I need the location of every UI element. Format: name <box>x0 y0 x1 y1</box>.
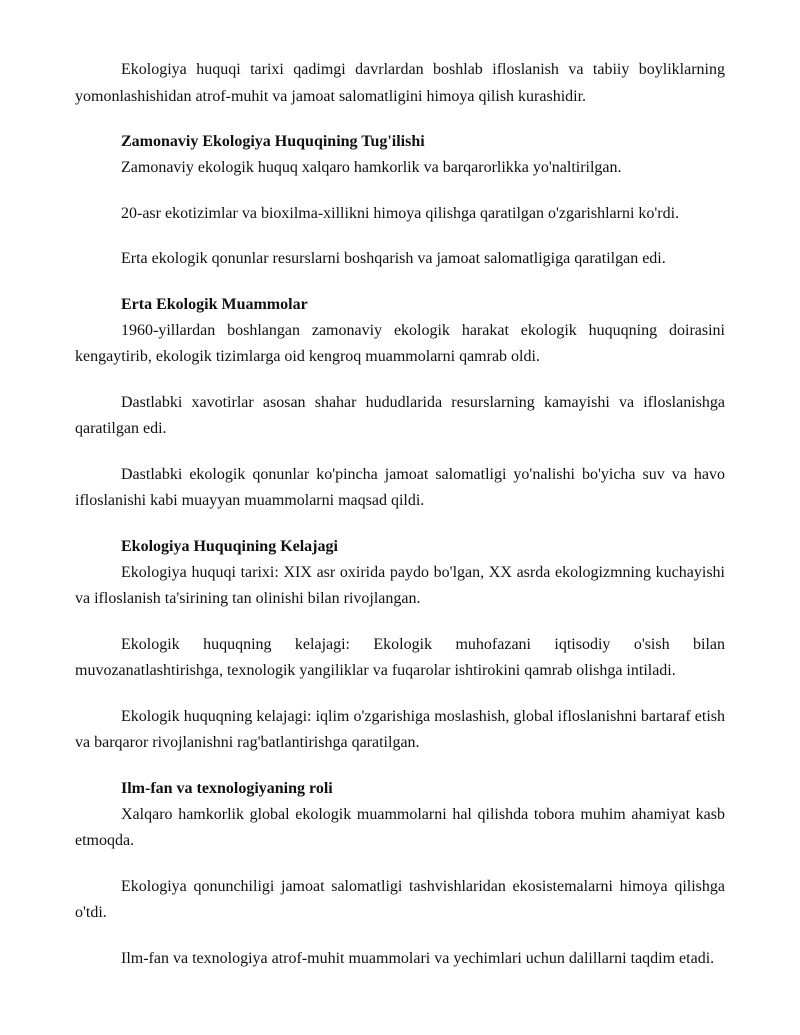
section-heading: Erta Ekologik Muammolar <box>121 295 308 313</box>
paragraph: Xalqaro hamkorlik global ekologik muammolarni hal qilishda tobora muhim ahamiyat kasb etmoqda. <box>75 805 725 849</box>
paragraph: Zamonaviy ekologik huquq xalqaro hamkorlik va barqarorlikka yo'naltirilgan. <box>121 159 622 176</box>
paragraph: Ekologik huquqning kelajagi: Ekologik muhofazani iqtisodiy o'sish bilan muvozanatlashtirishga, texnologik yangiliklar va fuqarolar ishtirokini qamrab olishga intiladi. <box>75 635 725 679</box>
paragraph: 20-asr ekotizimlar va bioxilma-xillikni himoya qilishga qaratilgan o'zgarishlarni ko'rdi. <box>121 204 680 222</box>
intro-paragraph: Ekologiya huquqi tarixi qadimgi davrlardan boshlab ifloslanish va tabiiy boyliklarning yomonlashishidan atrof-muhit va jamoat salomatligini himoya qilish kurashidir. <box>75 61 725 105</box>
paragraph: 1960-yillardan boshlangan zamonaviy ekologik harakat ekologik huquqning doirasini kengaytirib, ekologik tizimlarga oid kengroq muammolarni qamrab oldi. <box>75 321 725 365</box>
section-heading: Ilm-fan va texnologiyaning roli <box>121 779 333 797</box>
section-early-problems <box>75 292 725 515</box>
section-modern-law-birth <box>75 129 725 273</box>
paragraph: Erta ekologik qonunlar resurslarni boshqarish va jamoat salomatligiga qaratilgan edi. <box>121 250 666 267</box>
document-page <box>75 57 725 991</box>
paragraph: Ekologiya huquqi tarixi: XIX asr oxirida paydo bo'lgan, XX asrda ekologizmning kuchayishi va ifloslanish ta'sirining tan olinishi bilan rivojlangan. <box>75 563 725 607</box>
section-science-technology-role <box>75 776 725 973</box>
section-future-of-law <box>75 534 725 757</box>
paragraph: Ilm-fan va texnologiya atrof-muhit muammolari va yechimlari uchun dalillarni taqdim etadi. <box>121 949 715 967</box>
paragraph: Dastlabki xavotirlar asosan shahar hududlarida resurslarning kamayishi va ifloslanishga qaratilgan edi. <box>75 393 725 437</box>
section-heading: Zamonaviy Ekologiya Huquqining Tug'ilishi <box>121 133 425 150</box>
paragraph: Dastlabki ekologik qonunlar ko'pincha jamoat salomatligi yo'nalishi bo'yicha suv va havo ifloslanishi kabi muayyan muammolarni maqsad qildi. <box>75 465 725 509</box>
section-heading: Ekologiya Huquqining Kelajagi <box>121 537 338 555</box>
paragraph: Ekologik huquqning kelajagi: iqlim o'zgarishiga moslashish, global ifloslanishni bartaraf etish va barqaror rivojlanishni rag'batlantirishga qaratilgan. <box>75 707 725 751</box>
paragraph: Ekologiya qonunchiligi jamoat salomatligi tashvishlaridan ekosistemalarni himoya qilishga o'tdi. <box>75 877 725 921</box>
